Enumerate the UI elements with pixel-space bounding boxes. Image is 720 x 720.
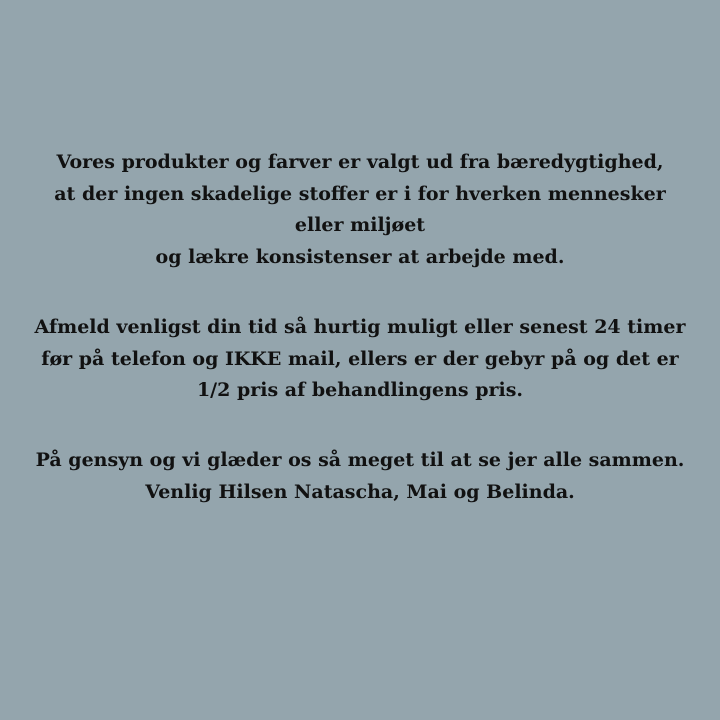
sustainability-paragraph xyxy=(0,147,720,273)
text-line: 1/2 pris af behandlingens pris. xyxy=(196,379,524,401)
text-line: før på telefon og IKKE mail, ellers er der gebyr på og det er xyxy=(41,347,679,370)
text-line: På gensyn og vi glæder os så meget til at se jer alle sammen. xyxy=(35,449,685,471)
signature-line: Venlig Hilsen Natascha, Mai og Belinda. xyxy=(145,480,575,503)
text-line: at der ingen skadelige stoffer er i for hverken mennesker xyxy=(54,182,666,205)
text-line: og lækre konsistenser at arbejde med. xyxy=(155,245,565,268)
closing-greeting-paragraph xyxy=(0,445,720,508)
text-line: eller miljøet xyxy=(294,214,426,236)
cancellation-policy-paragraph xyxy=(0,312,720,407)
text-line: Vores produkter og farver er valgt ud fra bæredygtighed, xyxy=(56,151,664,173)
text-line: Afmeld venligst din tid så hurtig muligt eller senest 24 timer xyxy=(34,316,686,338)
